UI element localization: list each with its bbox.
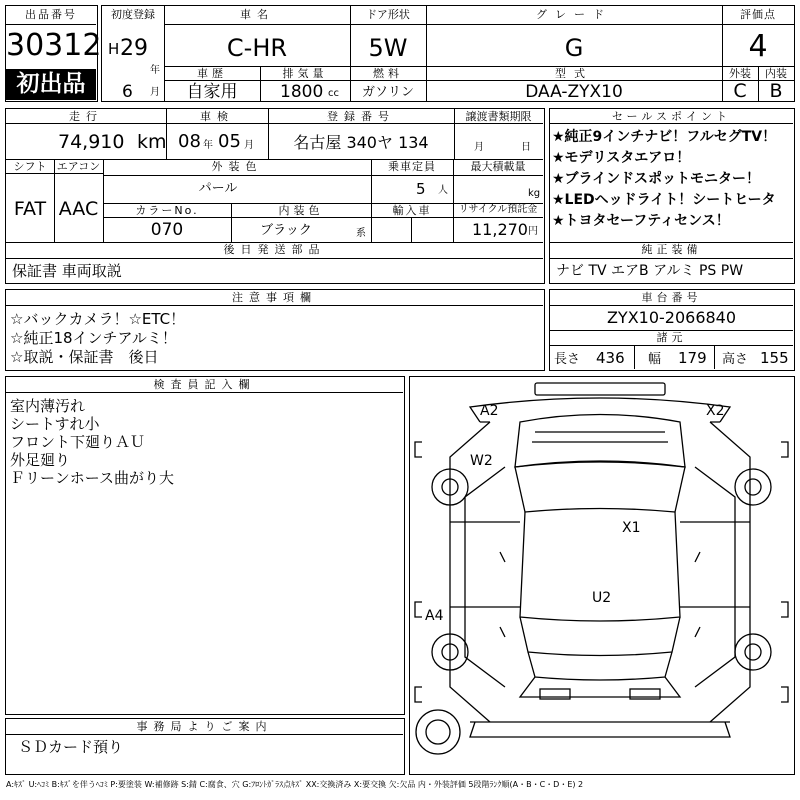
mark-u2: U2 — [592, 590, 612, 606]
caution-line-3: ☆取説・保証書 後日 — [10, 348, 159, 366]
sales-point-3: ★ブラインドスポットモニター！ — [552, 171, 760, 187]
mileage: 74,910 — [58, 131, 125, 153]
score-label: 評価点 — [740, 8, 776, 21]
inspector-box — [5, 376, 405, 715]
fuel: ガソリン — [361, 85, 414, 100]
height-label: 高さ — [722, 352, 749, 367]
era-letter: H — [108, 40, 120, 58]
transfer-label: 譲渡書類期限 — [465, 110, 532, 123]
lot-box — [5, 5, 102, 102]
first-reg-month: 6 — [122, 82, 133, 102]
air-conditioner: AAC — [58, 198, 99, 220]
transfer-month-unit: 月 — [474, 142, 484, 153]
chassis-label: 車台番号 — [641, 291, 702, 304]
transfer-day-unit: 日 — [521, 142, 531, 153]
capacity-unit: 人 — [438, 185, 448, 196]
fuel-label: 燃料 — [373, 67, 403, 80]
inspector-line-3: フロント下廻りＡＵ — [10, 433, 146, 451]
interior-grade-label: 内装 — [765, 67, 787, 80]
sales-point-2: ★モデリスタエアロ！ — [552, 150, 691, 166]
load-unit: kg — [528, 188, 541, 199]
vehicle-details-grid — [5, 108, 545, 284]
capacity-label: 乗車定員 — [388, 160, 436, 173]
ac-label: エアコン — [56, 160, 101, 173]
caution-box — [5, 289, 545, 371]
sales-points-label: セールスポイント — [611, 110, 731, 123]
model-label: 型式 — [555, 67, 593, 80]
inspection-label: 車検 — [200, 110, 234, 123]
displacement-unit: cc — [328, 88, 339, 99]
exterior-grade: C — [733, 80, 747, 102]
office-note: ＳＤカード預り — [18, 738, 124, 756]
recycle-deposit: 11,270 — [472, 220, 528, 239]
displacement-label: 排気量 — [282, 67, 328, 80]
lot-label: 出品番号 — [25, 8, 77, 21]
spec-label: 諸元 — [656, 331, 687, 344]
inspection-month: 05 — [218, 131, 241, 152]
capacity: 5 — [416, 180, 426, 198]
height: 155 — [760, 349, 789, 367]
inspector-line-4: 外足廻り — [10, 451, 71, 469]
legend: A:ｷｽﾞ U:ﾍｺﾐ B:ｷｽﾞを伴うﾍｺﾐ P:要塗装 W:補修跡 S:錆 C:腐食、穴 G:ﾌﾛﾝﾄｶﾞﾗｽ点ｷｽﾞ XX:交換済み X:要交換 欠:欠品 内・外装評価 5段階ﾗﾝｸ順(A・B・C・D・E) 2 — [6, 780, 584, 789]
length: 436 — [596, 349, 625, 367]
later-docs-value: 保証書 車両取説 — [12, 262, 122, 280]
score: 4 — [748, 29, 768, 64]
car-name: C-HR — [226, 34, 288, 62]
mark-a4: A4 — [425, 608, 444, 624]
interior-grade: B — [769, 80, 783, 102]
grade: G — [564, 34, 584, 62]
standard-equipment-label: 純正装備 — [641, 243, 702, 256]
interior-color: ブラック — [260, 223, 312, 238]
width: 179 — [678, 349, 707, 367]
door-shape: 5W — [368, 34, 408, 62]
first-reg-year: 29 — [120, 36, 148, 61]
color-no-label: カラーNo. — [135, 204, 199, 217]
grade-label: グレード — [536, 8, 612, 21]
mark-x2: X2 — [706, 403, 725, 419]
damage-diagram — [409, 376, 795, 775]
mark-x1: X1 — [622, 520, 641, 536]
plate-label: 登録番号 — [327, 110, 395, 123]
inspection-month-unit: 月 — [244, 140, 254, 151]
car-name-label: 車名 — [240, 8, 274, 21]
lot-number: 30312 — [6, 28, 102, 63]
caution-label: 注意事項欄 — [232, 291, 317, 304]
chassis-box — [549, 289, 795, 371]
displacement: 1800 — [280, 82, 324, 102]
header-grid — [101, 5, 795, 102]
recycle-label: リサイクル預託金 — [458, 204, 538, 215]
exterior-color: パール — [198, 181, 238, 196]
office-box — [5, 718, 405, 775]
mark-w2: W2 — [470, 453, 493, 469]
later-docs-label: 後日発送部品 — [223, 243, 326, 256]
history-label: 車歴 — [197, 67, 227, 80]
exterior-color-label: 外装色 — [211, 160, 263, 173]
length-label: 長さ — [554, 352, 581, 367]
sales-point-4: ★LEDヘッドライト！シートヒータ — [552, 192, 776, 208]
inspection-year-unit: 年 — [203, 140, 213, 151]
shift: FAT — [13, 198, 47, 220]
load-label: 最大積載量 — [470, 160, 526, 173]
model-code: DAA-ZYX10 — [525, 82, 623, 102]
sales-point-1: ★純正9インチナビ！フルセグTV！ — [552, 129, 777, 145]
mileage-label: 走行 — [69, 110, 103, 123]
inspection-year: 08 — [178, 131, 201, 152]
first-reg-label: 初度登録 — [111, 8, 155, 21]
interior-color-label: 内装色 — [278, 204, 324, 217]
mark-a2: A2 — [480, 403, 499, 419]
plate-number: 名古屋 340ヤ 134 — [293, 133, 429, 152]
standard-equipment: ナビ TV エアB アルミ PS PW — [556, 263, 744, 279]
caution-line-1: ☆バックカメラ！☆ETC！ — [10, 310, 186, 328]
sales-points-box — [549, 108, 795, 284]
color-number: 070 — [150, 220, 184, 240]
interior-color-unit: 系 — [356, 228, 366, 239]
year-unit: 年 — [150, 65, 160, 76]
office-label: 事務局よりご案内 — [136, 720, 273, 733]
first-listing-badge: 初出品 — [6, 69, 96, 100]
door-label: ドア形状 — [366, 8, 410, 21]
recycle-unit: 円 — [528, 226, 538, 237]
sales-point-5: ★トヨタセーフティセンス！ — [552, 213, 730, 229]
month-unit: 月 — [150, 87, 160, 98]
width-label: 幅 — [648, 352, 662, 367]
car-diagram-svg — [410, 377, 793, 773]
mileage-unit: km — [137, 131, 167, 153]
caution-line-2: ☆純正18インチアルミ！ — [10, 329, 177, 347]
inspector-label: 検査員記入欄 — [153, 378, 256, 391]
exterior-grade-label: 外装 — [729, 67, 751, 80]
chassis-number: ZYX10-2066840 — [606, 308, 737, 327]
shift-label: シフト — [13, 160, 47, 173]
inspector-line-1: 室内薄汚れ — [10, 397, 86, 415]
inspector-line-5: Ｆリーンホース曲がり大 — [10, 469, 174, 487]
import-label: 輸入車 — [392, 204, 432, 217]
history: 自家用 — [186, 82, 238, 102]
inspector-line-2: シートすれ小 — [10, 415, 100, 433]
